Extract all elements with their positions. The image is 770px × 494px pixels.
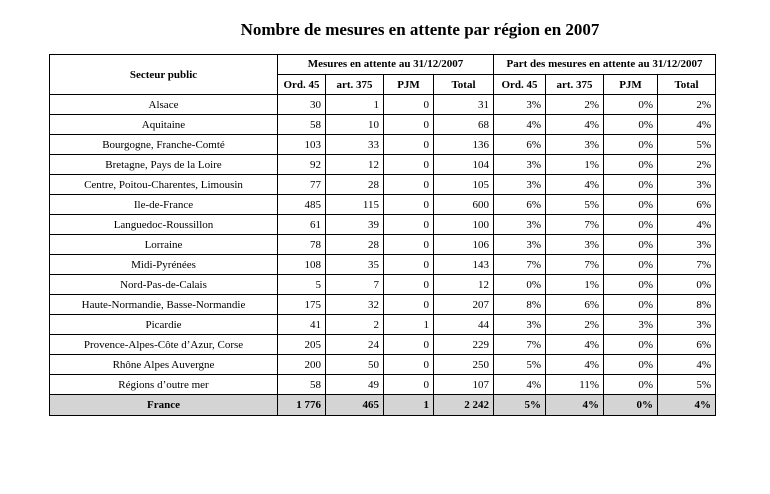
table-cell: 175	[278, 295, 326, 315]
table-cell: 0%	[604, 275, 658, 295]
table-cell: 0	[384, 375, 434, 395]
table-row	[50, 335, 716, 355]
table-cell: 2%	[658, 155, 716, 175]
table-cell: 0%	[604, 135, 658, 155]
table-cell: 0%	[604, 255, 658, 275]
table-cell: 5%	[494, 355, 546, 375]
table-cell: 103	[278, 135, 326, 155]
table-cell: 4%	[546, 175, 604, 195]
table-cell: 0%	[604, 95, 658, 115]
table-total-row	[50, 395, 716, 416]
table-cell: 6%	[658, 335, 716, 355]
table-cell: 3%	[494, 315, 546, 335]
table-cell: 12	[434, 275, 494, 295]
region-name: Languedoc-Roussillon	[50, 215, 278, 235]
header-group-measures: Mesures en attente au 31/12/2007	[278, 55, 494, 75]
table-cell: 1	[384, 395, 434, 416]
table-row	[50, 355, 716, 375]
table-cell: 3%	[494, 95, 546, 115]
table-cell: 4%	[494, 115, 546, 135]
header-col-pjm: PJM	[384, 75, 434, 95]
table-cell: 5%	[494, 395, 546, 416]
table-cell: 4%	[546, 395, 604, 416]
table-row	[50, 195, 716, 215]
table-cell: 28	[326, 175, 384, 195]
table-cell: 0%	[604, 235, 658, 255]
table-cell: 0	[384, 95, 434, 115]
table-cell: 1%	[546, 275, 604, 295]
table-row	[50, 175, 716, 195]
table-cell: 4%	[546, 115, 604, 135]
table-cell: 44	[434, 315, 494, 335]
table-cell: 12	[326, 155, 384, 175]
table-cell: 78	[278, 235, 326, 255]
table-cell: 31	[434, 95, 494, 115]
table-cell: 24	[326, 335, 384, 355]
table-cell: 7%	[494, 255, 546, 275]
header-col-art375: art. 375	[326, 75, 384, 95]
table-cell: 0%	[494, 275, 546, 295]
region-name: Aquitaine	[50, 115, 278, 135]
region-name: Nord-Pas-de-Calais	[50, 275, 278, 295]
table-row	[50, 95, 716, 115]
table-cell: 600	[434, 195, 494, 215]
table-cell: 30	[278, 95, 326, 115]
table-cell: 100	[434, 215, 494, 235]
table-cell: 4%	[658, 355, 716, 375]
table-cell: 7%	[546, 255, 604, 275]
region-name: Centre, Poitou-Charentes, Limousin	[50, 175, 278, 195]
table-cell: 4%	[546, 355, 604, 375]
table-cell: 6%	[494, 135, 546, 155]
table-body	[50, 95, 716, 416]
table-cell: 6%	[658, 195, 716, 215]
table-row	[50, 275, 716, 295]
table-cell: 0	[384, 175, 434, 195]
region-name: Bretagne, Pays de la Loire	[50, 155, 278, 175]
table-cell: 4%	[658, 395, 716, 416]
region-name: Alsace	[50, 95, 278, 115]
table-cell: 143	[434, 255, 494, 275]
table-row	[50, 315, 716, 335]
table-cell: 41	[278, 315, 326, 335]
table-cell: 11%	[546, 375, 604, 395]
header-col-share-ord45: Ord. 45	[494, 75, 546, 95]
table-cell: 77	[278, 175, 326, 195]
table-cell: 8%	[494, 295, 546, 315]
table-cell: 1	[384, 315, 434, 335]
table-row	[50, 235, 716, 255]
table-cell: 7%	[658, 255, 716, 275]
table-cell: 0%	[658, 275, 716, 295]
table-cell: 6%	[494, 195, 546, 215]
table-cell: 3%	[546, 235, 604, 255]
header-col-share-art375: art. 375	[546, 75, 604, 95]
table-title: Nombre de mesures en attente par région en 2007	[240, 20, 600, 39]
table-cell: 7%	[546, 215, 604, 235]
table-cell: 32	[326, 295, 384, 315]
header-sector: Secteur public	[50, 55, 278, 95]
table-cell: 4%	[494, 375, 546, 395]
table-cell: 229	[434, 335, 494, 355]
table-cell: 92	[278, 155, 326, 175]
region-name: Régions d’outre mer	[50, 375, 278, 395]
table-cell: 3%	[658, 175, 716, 195]
table-cell: 105	[434, 175, 494, 195]
table-row	[50, 255, 716, 275]
table-cell: 465	[326, 395, 384, 416]
table-cell: 3%	[494, 235, 546, 255]
table-cell: 35	[326, 255, 384, 275]
table-cell: 3%	[658, 315, 716, 335]
table-cell: 10	[326, 115, 384, 135]
table-cell: 0	[384, 255, 434, 275]
table-cell: 0	[384, 195, 434, 215]
table-cell: 3%	[604, 315, 658, 335]
table-cell: 0	[384, 155, 434, 175]
table-cell: 106	[434, 235, 494, 255]
table-cell: 58	[278, 375, 326, 395]
table-cell: 108	[278, 255, 326, 275]
table-cell: 0%	[604, 375, 658, 395]
table-cell: 0%	[604, 355, 658, 375]
table-row	[50, 375, 716, 395]
table-cell: 4%	[658, 115, 716, 135]
table-cell: 2%	[546, 95, 604, 115]
table-cell: 3%	[494, 155, 546, 175]
table-cell: 107	[434, 375, 494, 395]
table-cell: 0	[384, 215, 434, 235]
header-col-total: Total	[434, 75, 494, 95]
table-cell: 4%	[658, 215, 716, 235]
region-name: Ile-de-France	[50, 195, 278, 215]
table-cell: 3%	[494, 215, 546, 235]
table-cell: 115	[326, 195, 384, 215]
table-cell: 0%	[604, 155, 658, 175]
table-cell: 28	[326, 235, 384, 255]
region-name: Provence-Alpes-Côte d’Azur, Corse	[50, 335, 278, 355]
table-cell: 0%	[604, 295, 658, 315]
table-row	[50, 215, 716, 235]
region-name: Bourgogne, Franche-Comté	[50, 135, 278, 155]
table-row	[50, 135, 716, 155]
region-name: Haute-Normandie, Basse-Normandie	[50, 295, 278, 315]
table-cell: 39	[326, 215, 384, 235]
table-cell: 50	[326, 355, 384, 375]
header-col-share-pjm: PJM	[604, 75, 658, 95]
table-cell: 5%	[658, 375, 716, 395]
table-row	[50, 115, 716, 135]
table-cell: 1 776	[278, 395, 326, 416]
table-cell: 68	[434, 115, 494, 135]
table-cell: 207	[434, 295, 494, 315]
table-cell: 205	[278, 335, 326, 355]
region-name: France	[50, 395, 278, 416]
header-group-share: Part des mesures en attente au 31/12/2007	[494, 55, 716, 75]
table-cell: 7%	[494, 335, 546, 355]
table-cell: 104	[434, 155, 494, 175]
region-name: Picardie	[50, 315, 278, 335]
table-cell: 1%	[546, 155, 604, 175]
table-cell: 0	[384, 135, 434, 155]
table-cell: 0	[384, 235, 434, 255]
table-cell: 0%	[604, 395, 658, 416]
table-cell: 0	[384, 275, 434, 295]
table-cell: 250	[434, 355, 494, 375]
table-cell: 3%	[658, 235, 716, 255]
table-cell: 2%	[546, 315, 604, 335]
table-cell: 6%	[546, 295, 604, 315]
table-cell: 2 242	[434, 395, 494, 416]
table-cell: 485	[278, 195, 326, 215]
table-cell: 3%	[494, 175, 546, 195]
table-cell: 61	[278, 215, 326, 235]
table-cell: 0	[384, 355, 434, 375]
table-cell: 3%	[546, 135, 604, 155]
table-row	[50, 155, 716, 175]
table-cell: 0%	[604, 115, 658, 135]
table-cell: 0	[384, 335, 434, 355]
regional-measures-table	[49, 54, 716, 416]
table-cell: 0%	[604, 335, 658, 355]
table-cell: 8%	[658, 295, 716, 315]
table-cell: 4%	[546, 335, 604, 355]
table-cell: 0	[384, 115, 434, 135]
table-header	[50, 55, 716, 95]
table-cell: 2	[326, 315, 384, 335]
table-cell: 5	[278, 275, 326, 295]
header-col-share-total: Total	[658, 75, 716, 95]
table-cell: 200	[278, 355, 326, 375]
table-cell: 33	[326, 135, 384, 155]
table-cell: 0	[384, 295, 434, 315]
table-row	[50, 295, 716, 315]
region-name: Midi-Pyrénées	[50, 255, 278, 275]
region-name: Lorraine	[50, 235, 278, 255]
table-cell: 0%	[604, 215, 658, 235]
table-cell: 5%	[658, 135, 716, 155]
table-cell: 49	[326, 375, 384, 395]
table-cell: 0%	[604, 175, 658, 195]
table-cell: 0%	[604, 195, 658, 215]
table-cell: 58	[278, 115, 326, 135]
table-cell: 7	[326, 275, 384, 295]
region-name: Rhône Alpes Auvergne	[50, 355, 278, 375]
table-cell: 1	[326, 95, 384, 115]
table-cell: 2%	[658, 95, 716, 115]
table-cell: 5%	[546, 195, 604, 215]
table-cell: 136	[434, 135, 494, 155]
header-col-ord45: Ord. 45	[278, 75, 326, 95]
